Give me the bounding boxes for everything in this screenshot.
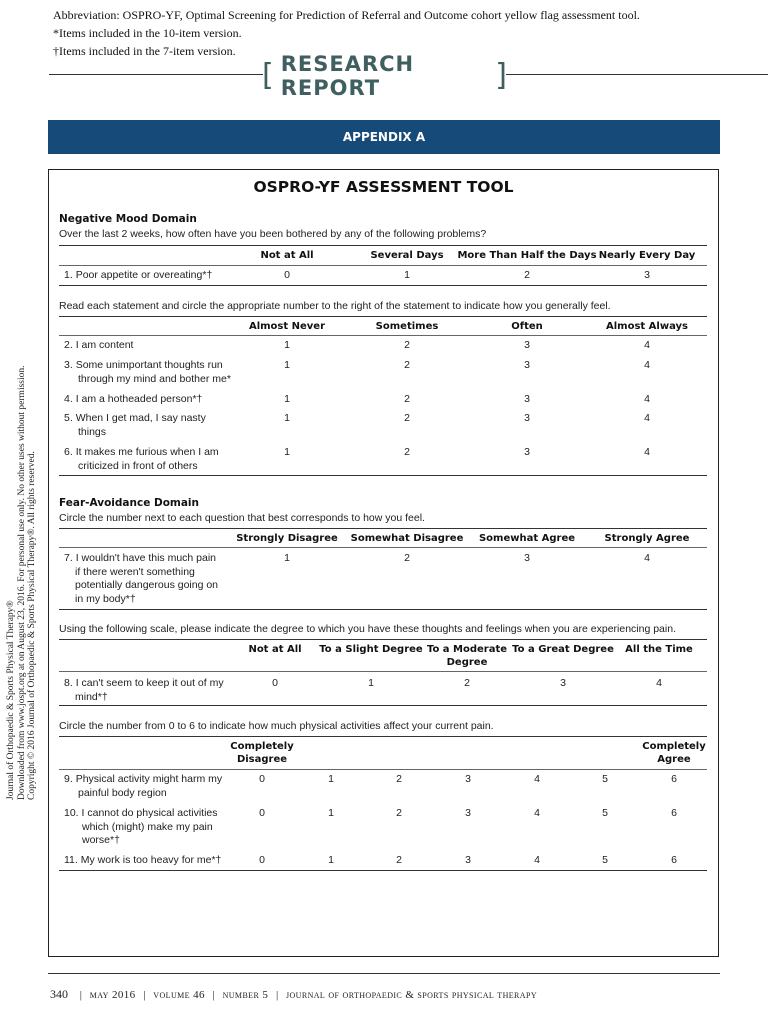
response-option[interactable]: 5: [602, 807, 608, 819]
response-option[interactable]: 2: [404, 339, 410, 351]
response-option[interactable]: 5: [602, 773, 608, 785]
fear-avoidance-instruction-3: Circle the number from 0 to 6 to indicate how much physical activities affect your current pain.: [59, 720, 494, 732]
banner-rule-left: [49, 74, 263, 75]
item-text: When I get mad, I say nasty: [75, 412, 206, 424]
item-text: I am content: [75, 339, 134, 351]
column-header: To a Slight Degree: [319, 644, 423, 655]
column-header-line: Completely: [230, 741, 294, 752]
response-option[interactable]: 1: [284, 359, 290, 371]
response-option[interactable]: 2: [404, 412, 410, 424]
item-11: [64, 854, 221, 868]
response-option[interactable]: 0: [284, 269, 290, 281]
banner-rule-right: [506, 74, 768, 75]
response-option[interactable]: 0: [259, 854, 265, 866]
item-text-continued: potentially dangerous going on: [75, 579, 219, 591]
table-rule: [59, 547, 707, 548]
item-text: I am a hotheaded person*†: [75, 393, 203, 405]
item-text-continued: painful body region: [78, 786, 167, 799]
response-option[interactable]: 0: [259, 807, 265, 819]
footer-journal: journal of orthopaedic & sports physical therapy: [285, 989, 538, 1001]
response-option[interactable]: 3: [524, 339, 530, 351]
column-header-line: Disagree: [236, 754, 288, 765]
column-header: [642, 740, 706, 766]
item-1: [64, 269, 212, 283]
item-10: [64, 807, 218, 848]
response-option[interactable]: 4: [534, 854, 540, 866]
table-rule: [59, 609, 707, 610]
item-6: [64, 446, 219, 473]
column-header-line: Agree: [657, 754, 691, 765]
item-2: [64, 339, 133, 353]
response-option[interactable]: 1: [328, 773, 334, 785]
item-text-continued: in my body*†: [75, 592, 136, 605]
footer-separator: |: [79, 989, 82, 1001]
item-text: Poor appetite or overeating*†: [75, 269, 213, 281]
response-option[interactable]: 4: [644, 552, 650, 564]
table-rule: [59, 316, 707, 317]
response-option[interactable]: 1: [404, 269, 410, 281]
response-option[interactable]: 0: [259, 773, 265, 785]
column-header: Sometimes: [375, 321, 439, 332]
item-number: 6.: [64, 446, 73, 458]
item-number: 1.: [64, 269, 73, 281]
right-bracket-icon: ]: [495, 57, 508, 93]
column-header-line: Completely: [642, 741, 706, 752]
column-header: More Than Half the Days: [457, 250, 597, 261]
response-option[interactable]: 1: [284, 339, 290, 351]
negative-mood-instruction-2: Read each statement and circle the appropriate number to the right of the statement to indicate how you generally feel.: [59, 300, 611, 312]
response-option[interactable]: 4: [644, 446, 650, 458]
item-number: 7.: [64, 552, 73, 564]
fear-avoidance-instruction-2: Using the following scale, please indicate the degree to which you have these thoughts and feelings when you are experiencing pain.: [59, 623, 676, 635]
column-header: [427, 643, 507, 669]
response-option[interactable]: 4: [644, 339, 650, 351]
response-option[interactable]: 0: [272, 677, 278, 689]
footer-number: number 5: [222, 989, 269, 1001]
response-option[interactable]: 2: [464, 677, 470, 689]
response-option[interactable]: 1: [368, 677, 374, 689]
item-number: 8.: [64, 677, 73, 689]
item-number: 9.: [64, 773, 73, 785]
footer-separator: |: [276, 989, 279, 1001]
table-rule: [59, 639, 707, 640]
footer-rule: [48, 973, 720, 974]
item-number: 3.: [64, 359, 73, 371]
response-option[interactable]: 2: [396, 773, 402, 785]
column-header: Somewhat Disagree: [350, 533, 464, 544]
negative-mood-instruction-1: Over the last 2 weeks, how often have you been bothered by any of the following problems?: [59, 228, 487, 240]
footer-volume: volume 46: [153, 989, 205, 1001]
item-text: Physical activity might harm my: [75, 773, 223, 785]
column-header: Almost Always: [606, 321, 688, 332]
item-text-continued: which (might) make my pain: [82, 820, 213, 833]
table-rule: [59, 671, 707, 672]
response-option[interactable]: 3: [465, 854, 471, 866]
fear-avoidance-heading: Fear-Avoidance Domain: [59, 497, 200, 509]
response-option[interactable]: 6: [671, 773, 677, 785]
response-option[interactable]: 4: [644, 393, 650, 405]
table-rule: [59, 245, 707, 246]
table-rule: [59, 335, 707, 336]
response-option[interactable]: 4: [644, 359, 650, 371]
response-option[interactable]: 2: [524, 269, 530, 281]
seven-item-note: †Items included in the 7-item version.: [53, 44, 236, 58]
response-option[interactable]: 2: [396, 807, 402, 819]
item-number: 10.: [64, 807, 79, 819]
response-option[interactable]: 4: [534, 807, 540, 819]
tool-title: OSPRO-YF ASSESSMENT TOOL: [253, 178, 514, 196]
column-header: [230, 740, 294, 766]
item-5: [64, 412, 206, 439]
response-option[interactable]: 3: [524, 359, 530, 371]
response-option[interactable]: 3: [465, 773, 471, 785]
column-header: Several Days: [370, 250, 444, 261]
item-4: [64, 393, 202, 407]
item-3: [64, 359, 231, 386]
response-option[interactable]: 2: [404, 446, 410, 458]
response-option[interactable]: 3: [560, 677, 566, 689]
notice-line-2: Downloaded from www.jospt.org at on August 23, 2016. For personal use only. No other uses without permission.: [16, 365, 27, 800]
footer-separator: |: [212, 989, 215, 1001]
item-text: I wouldn't have this much pain: [75, 552, 217, 564]
response-option[interactable]: 4: [656, 677, 662, 689]
page-number: 340: [50, 987, 68, 1001]
response-option[interactable]: 1: [284, 412, 290, 424]
item-number: 2.: [64, 339, 73, 351]
table-rule: [59, 475, 707, 476]
response-option[interactable]: 3: [465, 807, 471, 819]
table-rule: [59, 870, 707, 871]
response-option[interactable]: 2: [404, 359, 410, 371]
notice-line-1: Journal of Orthopaedic & Sports Physical Therapy®: [6, 600, 16, 800]
response-option[interactable]: 3: [644, 269, 650, 281]
left-bracket-icon: [: [262, 57, 275, 93]
column-header-line: To a Moderate: [426, 644, 508, 655]
response-option[interactable]: 3: [524, 446, 530, 458]
item-7: [64, 552, 218, 606]
item-text-continued: criticized in front of others: [78, 459, 198, 472]
fear-avoidance-instruction: Circle the number next to each question that best corresponds to how you feel.: [59, 512, 425, 524]
response-option[interactable]: 1: [284, 393, 290, 405]
response-option[interactable]: 1: [328, 854, 334, 866]
negative-mood-heading: Negative Mood Domain: [59, 213, 197, 225]
response-option[interactable]: 6: [671, 854, 677, 866]
item-text: My work is too heavy for me*†: [80, 854, 222, 866]
column-header: Almost Never: [248, 321, 326, 332]
appendix-header: [48, 120, 720, 154]
response-option[interactable]: 1: [284, 552, 290, 564]
response-option[interactable]: 3: [524, 412, 530, 424]
item-9: [64, 773, 222, 800]
table-rule: [59, 265, 707, 266]
item-text-continued: through my mind and bother me*: [78, 372, 231, 385]
abbreviation-note: Abbreviation: OSPRO-YF, Optimal Screening for Prediction of Referral and Outcome cohort yellow flag assessment tool.: [53, 8, 640, 22]
table-rule: [59, 705, 707, 706]
table-rule: [59, 285, 707, 286]
footer-month: may 2016: [89, 989, 136, 1001]
column-header: All the Time: [625, 644, 693, 655]
page-footer: [50, 987, 537, 1002]
item-number: 4.: [64, 393, 73, 405]
column-header: To a Great Degree: [512, 644, 614, 655]
response-option[interactable]: 4: [644, 412, 650, 424]
column-header: Nearly Every Day: [598, 250, 696, 261]
item-text-continued: worse*†: [82, 834, 120, 846]
item-text: Some unimportant thoughts run: [75, 359, 223, 371]
section-banner-text: RESEARCH REPORT: [280, 52, 415, 100]
response-option[interactable]: 6: [671, 807, 677, 819]
appendix-label: APPENDIX A: [342, 130, 426, 144]
ten-item-note: *Items included in the 10-item version.: [53, 26, 242, 40]
column-header: Strongly Disagree: [236, 533, 338, 544]
column-header: Somewhat Agree: [478, 533, 576, 544]
table-rule: [59, 736, 707, 737]
item-text-continued: things: [78, 425, 107, 438]
response-option[interactable]: 5: [602, 854, 608, 866]
footer-separator: |: [143, 989, 146, 1001]
item-8: [64, 677, 224, 704]
response-option[interactable]: 3: [524, 393, 530, 405]
section-banner: [262, 52, 508, 100]
response-option[interactable]: 2: [404, 552, 410, 564]
column-header: Not at All: [260, 250, 314, 261]
item-text-continued: if there weren't something: [75, 565, 195, 578]
item-text: It makes me furious when I am: [75, 446, 219, 458]
download-notice: [6, 320, 38, 800]
item-number: 5.: [64, 412, 73, 424]
response-option[interactable]: 1: [284, 446, 290, 458]
response-option[interactable]: 3: [524, 552, 530, 564]
response-option[interactable]: 2: [396, 854, 402, 866]
column-header: Often: [511, 321, 543, 332]
response-option[interactable]: 1: [328, 807, 334, 819]
item-text: I can't seem to keep it out of my: [75, 677, 224, 689]
item-text-continued: mind*†: [75, 690, 108, 703]
column-header-line: Degree: [446, 657, 488, 668]
column-header: Not at All: [248, 644, 302, 655]
item-number: 11.: [64, 854, 78, 866]
response-option[interactable]: 2: [404, 393, 410, 405]
notice-line-3: Copyright © 2016 Journal of Orthopaedic & Sports Physical Therapy®. All rights reserved.: [27, 451, 37, 800]
table-rule: [59, 769, 707, 770]
table-rule: [59, 528, 707, 529]
column-header: Strongly Agree: [604, 533, 690, 544]
response-option[interactable]: 4: [534, 773, 540, 785]
item-text: I cannot do physical activities: [81, 807, 218, 819]
